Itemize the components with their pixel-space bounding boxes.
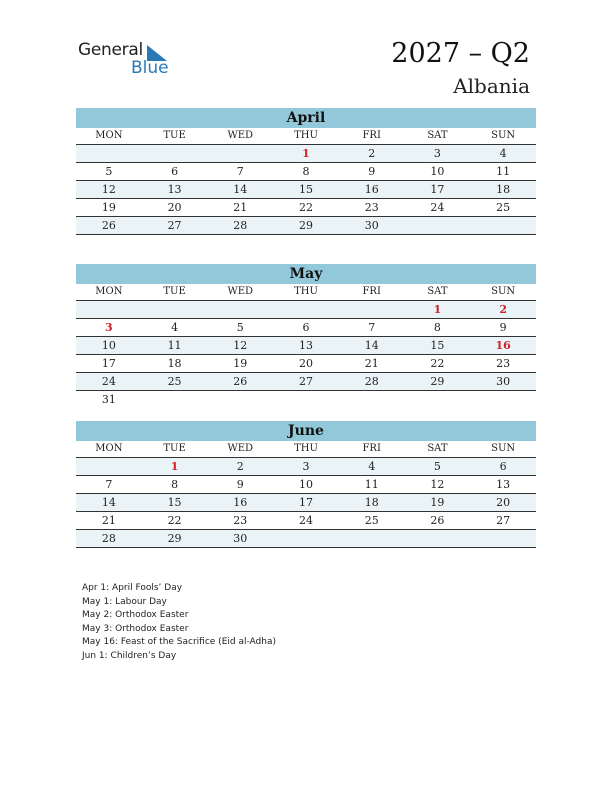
empty-day-cell (405, 217, 471, 235)
day-cell: 7 (76, 476, 142, 494)
day-cell: 20 (273, 355, 339, 373)
day-cell: 5 (76, 163, 142, 181)
weekday-header: WED (207, 441, 273, 458)
weekday-header: WED (207, 128, 273, 145)
day-cell: 9 (470, 319, 536, 337)
empty-day-cell (405, 530, 471, 548)
day-cell: 21 (207, 199, 273, 217)
weekday-header: TUE (142, 128, 208, 145)
weekday-header: FRI (339, 441, 405, 458)
holiday-note: May 16: Feast of the Sacrifice (Eid al-Adha) (82, 637, 276, 647)
day-cell: 24 (273, 512, 339, 530)
empty-day-cell (142, 301, 208, 319)
day-cell: 26 (207, 373, 273, 391)
weekday-header: THU (273, 128, 339, 145)
day-cell: 29 (142, 530, 208, 548)
day-cell: 22 (142, 512, 208, 530)
day-cell: 16 (470, 337, 536, 355)
day-cell: 25 (339, 512, 405, 530)
weekday-header: SAT (405, 284, 471, 301)
day-cell: 2 (207, 458, 273, 476)
day-cell: 18 (470, 181, 536, 199)
empty-day-cell (142, 391, 208, 408)
day-cell: 16 (339, 181, 405, 199)
day-cell: 2 (339, 145, 405, 163)
day-cell: 22 (273, 199, 339, 217)
day-cell: 4 (470, 145, 536, 163)
day-cell: 12 (405, 476, 471, 494)
day-cell: 24 (76, 373, 142, 391)
day-cell: 9 (339, 163, 405, 181)
day-cell: 28 (339, 373, 405, 391)
empty-day-cell (142, 145, 208, 163)
day-cell: 3 (273, 458, 339, 476)
day-cell: 27 (142, 217, 208, 235)
day-cell: 21 (339, 355, 405, 373)
month-header: May (76, 264, 536, 284)
day-cell: 20 (470, 494, 536, 512)
day-cell: 30 (339, 217, 405, 235)
day-cell: 1 (405, 301, 471, 319)
empty-day-cell (273, 301, 339, 319)
country-name: Albania (453, 74, 530, 98)
day-cell: 4 (142, 319, 208, 337)
calendar-grid (76, 284, 536, 408)
day-cell: 14 (207, 181, 273, 199)
empty-day-cell (207, 301, 273, 319)
holiday-note: Apr 1: April Fools’ Day (82, 583, 183, 593)
brand-logo (78, 40, 188, 80)
calendar-grid (76, 441, 536, 548)
day-cell: 8 (273, 163, 339, 181)
day-cell: 26 (76, 217, 142, 235)
empty-day-cell (207, 391, 273, 408)
day-cell: 12 (76, 181, 142, 199)
day-cell: 26 (405, 512, 471, 530)
holiday-notes (82, 582, 276, 663)
day-cell: 29 (273, 217, 339, 235)
holiday-note: May 2: Orthodox Easter (82, 610, 189, 620)
day-cell: 28 (76, 530, 142, 548)
day-cell: 2 (470, 301, 536, 319)
day-cell: 16 (207, 494, 273, 512)
day-cell: 12 (207, 337, 273, 355)
weekday-header: WED (207, 284, 273, 301)
day-cell: 9 (207, 476, 273, 494)
holiday-note: Jun 1: Children’s Day (82, 650, 177, 661)
day-cell: 14 (339, 337, 405, 355)
day-cell: 14 (76, 494, 142, 512)
day-cell: 15 (142, 494, 208, 512)
day-cell: 15 (405, 337, 471, 355)
weekday-header: SAT (405, 128, 471, 145)
day-cell: 18 (142, 355, 208, 373)
brand-blue: Blue (131, 58, 169, 78)
empty-day-cell (339, 391, 405, 408)
day-cell: 22 (405, 355, 471, 373)
day-cell: 7 (339, 319, 405, 337)
day-cell: 30 (470, 373, 536, 391)
month-may (76, 264, 536, 408)
day-cell: 19 (405, 494, 471, 512)
day-cell: 13 (273, 337, 339, 355)
day-cell: 30 (207, 530, 273, 548)
weekday-header: THU (273, 441, 339, 458)
day-cell: 20 (142, 199, 208, 217)
day-cell: 13 (470, 476, 536, 494)
weekday-header: TUE (142, 441, 208, 458)
day-cell: 28 (207, 217, 273, 235)
day-cell: 6 (273, 319, 339, 337)
empty-day-cell (470, 530, 536, 548)
day-cell: 11 (470, 163, 536, 181)
weekday-header: SUN (470, 128, 536, 145)
day-cell: 7 (207, 163, 273, 181)
holiday-note: May 1: Labour Day (82, 596, 167, 607)
empty-day-cell (339, 530, 405, 548)
day-cell: 3 (76, 319, 142, 337)
day-cell: 24 (405, 199, 471, 217)
day-cell: 10 (405, 163, 471, 181)
day-cell: 8 (405, 319, 471, 337)
empty-day-cell (339, 301, 405, 319)
day-cell: 23 (207, 512, 273, 530)
day-cell: 11 (142, 337, 208, 355)
day-cell: 10 (76, 337, 142, 355)
day-cell: 6 (470, 458, 536, 476)
weekday-header: MON (76, 284, 142, 301)
day-cell: 4 (339, 458, 405, 476)
day-cell: 18 (339, 494, 405, 512)
day-cell: 1 (273, 145, 339, 163)
day-cell: 15 (273, 181, 339, 199)
day-cell: 6 (142, 163, 208, 181)
day-cell: 29 (405, 373, 471, 391)
empty-day-cell (273, 530, 339, 548)
empty-day-cell (76, 458, 142, 476)
day-cell: 19 (207, 355, 273, 373)
empty-day-cell (470, 391, 536, 408)
day-cell: 19 (76, 199, 142, 217)
brand-general: General (78, 40, 143, 60)
weekday-header: SAT (405, 441, 471, 458)
day-cell: 25 (470, 199, 536, 217)
weekday-header: SUN (470, 284, 536, 301)
weekday-header: MON (76, 128, 142, 145)
empty-day-cell (273, 391, 339, 408)
day-cell: 17 (76, 355, 142, 373)
day-cell: 25 (142, 373, 208, 391)
day-cell: 17 (405, 181, 471, 199)
day-cell: 5 (405, 458, 471, 476)
day-cell: 27 (273, 373, 339, 391)
weekday-header: FRI (339, 128, 405, 145)
day-cell: 10 (273, 476, 339, 494)
month-june (76, 421, 536, 548)
day-cell: 8 (142, 476, 208, 494)
day-cell: 23 (470, 355, 536, 373)
day-cell: 13 (142, 181, 208, 199)
holiday-note: May 3: Orthodox Easter (82, 623, 189, 634)
month-header: April (76, 108, 536, 128)
day-cell: 27 (470, 512, 536, 530)
day-cell: 23 (339, 199, 405, 217)
month-header: June (76, 421, 536, 441)
weekday-header: THU (273, 284, 339, 301)
weekday-header: FRI (339, 284, 405, 301)
month-april (76, 108, 536, 235)
empty-day-cell (207, 145, 273, 163)
empty-day-cell (76, 145, 142, 163)
day-cell: 1 (142, 458, 208, 476)
empty-day-cell (76, 301, 142, 319)
empty-day-cell (405, 391, 471, 408)
weekday-header: MON (76, 441, 142, 458)
day-cell: 21 (76, 512, 142, 530)
day-cell: 5 (207, 319, 273, 337)
day-cell: 17 (273, 494, 339, 512)
day-cell: 3 (405, 145, 471, 163)
page-title: 2027 – Q2 (391, 38, 530, 69)
weekday-header: TUE (142, 284, 208, 301)
weekday-header: SUN (470, 441, 536, 458)
empty-day-cell (470, 217, 536, 235)
calendar-grid (76, 128, 536, 235)
day-cell: 31 (101, 393, 116, 406)
day-cell: 11 (339, 476, 405, 494)
